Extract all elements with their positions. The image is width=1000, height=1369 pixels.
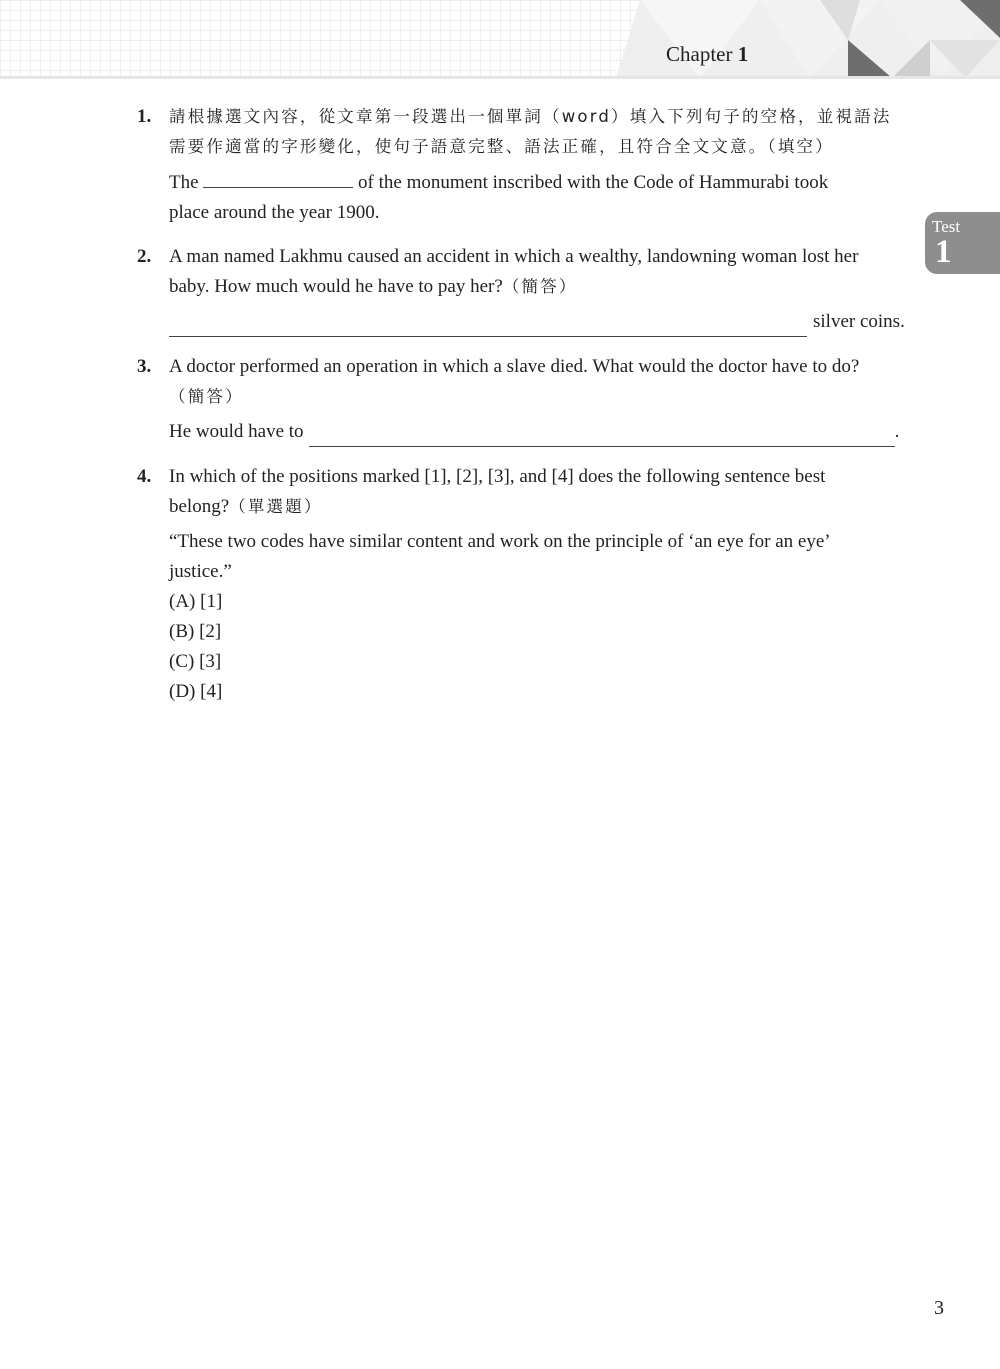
question-prompt: In which of the positions marked [1], [2], [3], and [4] does the following sentence best: [169, 466, 826, 487]
chapter-label: Chapter 1: [666, 42, 749, 66]
question-prompt-line2: belong?（單選題）: [169, 496, 323, 517]
question-type-tag: （簡答）: [502, 277, 578, 296]
question-type-tag: （簡答）: [169, 387, 244, 406]
header-decoration: [0, 0, 1000, 80]
answer-blank[interactable]: [203, 167, 353, 188]
option-c[interactable]: (C) [3]: [169, 651, 222, 672]
answer-row: He would have to .: [169, 417, 911, 447]
fill-in-sentence: The of the monument inscribed with the Code of Hammurabi took: [169, 167, 911, 198]
option-d[interactable]: (D) [4]: [169, 681, 223, 702]
question-number: 1.: [137, 106, 152, 127]
question-prompt: 需要作適當的字形變化，使句子語意完整、語法正確，且符合全文文意。（填空）: [169, 137, 834, 156]
option-a[interactable]: (A) [1]: [169, 591, 223, 612]
question-prompt: 請根據選文內容，從文章第一段選出一個單詞（word）填入下列句子的空格，並視語法: [169, 107, 892, 126]
question-number: 2.: [137, 246, 152, 267]
quoted-sentence-end: justice.”: [169, 561, 232, 582]
test-tab: [925, 212, 1000, 274]
fill-in-sentence-end: place around the year 1900.: [169, 202, 380, 223]
question-prompt: A man named Lakhmu caused an accident in which a wealthy, landowning woman lost her: [169, 246, 859, 267]
question-prompt-line2: baby. How much would he have to pay her?（簡答）: [169, 276, 578, 297]
page-number: 3: [934, 1297, 944, 1319]
answer-row: [169, 307, 911, 337]
quoted-sentence: “These two codes have similar content and work on the principle of ‘an eye for an eye’: [169, 531, 831, 552]
test-tab-number: 1: [935, 234, 952, 270]
question-prompt: A doctor performed an operation in which a slave died. What would the doctor have to do?: [169, 356, 860, 377]
option-b[interactable]: (B) [2]: [169, 621, 222, 642]
question-type-tag: （單選題）: [229, 497, 323, 516]
answer-blank[interactable]: [309, 426, 895, 447]
question-number: 4.: [137, 466, 152, 487]
question-number: 3.: [137, 356, 152, 377]
answer-blank[interactable]: [169, 316, 807, 337]
answer-prefix: He would have to: [169, 421, 304, 442]
test-tab-label: Test: [932, 217, 961, 236]
answer-suffix: silver coins.: [813, 311, 905, 332]
